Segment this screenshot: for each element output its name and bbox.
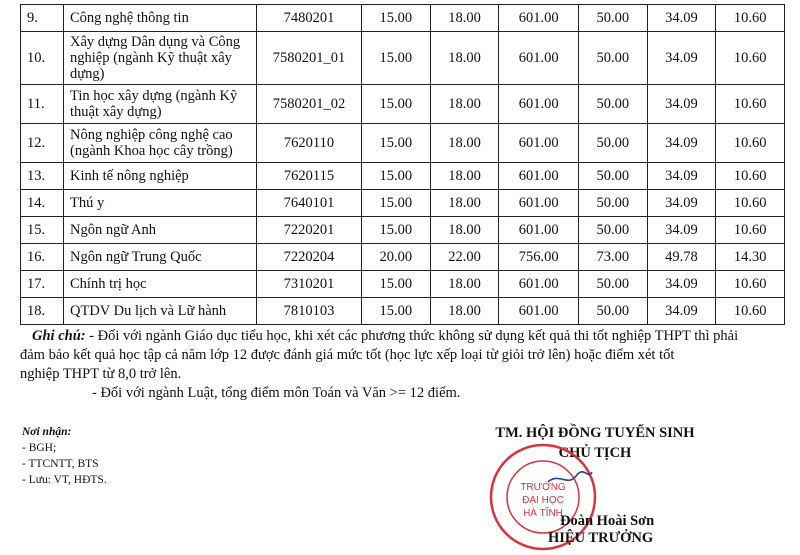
recipient-item: - TTCNTT, BTS [22, 458, 99, 470]
program-name-cell: Xây dựng Dân dụng và Công nghiệp (ngành Kỹ thuật xây dựng) [64, 32, 257, 85]
program-code-cell: 7810103 [257, 298, 362, 325]
score-cell: 50.00 [578, 217, 647, 244]
row-number-cell: 16. [21, 244, 64, 271]
program-code-cell: 7640101 [257, 190, 362, 217]
score-cell: 22.00 [430, 244, 499, 271]
score-cell: 50.00 [578, 5, 647, 32]
score-cell: 34.09 [647, 124, 716, 163]
score-cell: 15.00 [362, 32, 431, 85]
table-row [21, 163, 785, 190]
score-cell: 34.09 [647, 271, 716, 298]
notes-section [20, 327, 780, 403]
program-code-cell: 7310201 [257, 271, 362, 298]
score-cell: 18.00 [430, 32, 499, 85]
signer-name: Đoàn Hoài Sơn [560, 513, 655, 529]
score-cell: 50.00 [578, 190, 647, 217]
score-cell: 15.00 [362, 217, 431, 244]
score-cell: 18.00 [430, 5, 499, 32]
score-cell: 15.00 [362, 271, 431, 298]
score-cell: 601.00 [499, 217, 579, 244]
score-cell: 601.00 [499, 124, 579, 163]
score-cell: 10.60 [716, 217, 785, 244]
score-cell: 601.00 [499, 85, 579, 124]
recipients-title: Nơi nhận: [22, 426, 72, 438]
table-row [21, 124, 785, 163]
row-number-cell: 17. [21, 271, 64, 298]
score-cell: 15.00 [362, 298, 431, 325]
score-cell: 34.09 [647, 217, 716, 244]
table-row [21, 5, 785, 32]
row-number-cell: 14. [21, 190, 64, 217]
score-cell: 15.00 [362, 85, 431, 124]
program-name-cell: QTDV Du lịch và Lữ hành [64, 298, 257, 325]
score-cell: 601.00 [499, 163, 579, 190]
row-number-cell: 9. [21, 5, 64, 32]
recipients-block [22, 424, 107, 488]
program-name-cell: Kinh tế nông nghiệp [64, 163, 257, 190]
program-code-cell: 7220201 [257, 217, 362, 244]
table-row [21, 190, 785, 217]
score-cell: 601.00 [499, 190, 579, 217]
note-2: - Đối với ngành Luật, tổng điểm môn Toán và Văn >= 12 điểm. [92, 385, 461, 401]
program-code-cell: 7620115 [257, 163, 362, 190]
score-cell: 15.00 [362, 163, 431, 190]
table-row [21, 298, 785, 325]
row-number-cell: 13. [21, 163, 64, 190]
table-row [21, 217, 785, 244]
stamp-text-line-1: TRƯỜNG [520, 482, 566, 493]
score-cell: 601.00 [499, 298, 579, 325]
score-cell: 18.00 [430, 190, 499, 217]
score-cell: 10.60 [716, 190, 785, 217]
score-cell: 601.00 [499, 32, 579, 85]
program-name-cell: Công nghệ thông tin [64, 5, 257, 32]
note-1-continuation-2: nghiệp THPT từ 8,0 trở lên. [20, 366, 182, 382]
score-cell: 34.09 [647, 32, 716, 85]
signer-position: HIỆU TRƯỞNG [548, 530, 654, 546]
score-cell: 50.00 [578, 32, 647, 85]
program-name-cell: Ngôn ngữ Trung Quốc [64, 244, 257, 271]
score-cell: 756.00 [499, 244, 579, 271]
table-row [21, 32, 785, 85]
council-title: TM. HỘI ĐỒNG TUYỂN SINH [495, 425, 695, 441]
program-name-cell: Tin học xây dựng (ngành Kỹ thuật xây dựng) [64, 85, 257, 124]
stamp-text-line-3: HÀ TĨNH [523, 508, 563, 519]
program-name-cell: Ngôn ngữ Anh [64, 217, 257, 244]
score-cell: 601.00 [499, 5, 579, 32]
notes-label: Ghi chú: [32, 328, 86, 344]
score-cell: 15.00 [362, 124, 431, 163]
table-row [21, 244, 785, 271]
score-cell: 73.00 [578, 244, 647, 271]
score-cell: 10.60 [716, 32, 785, 85]
note-1-continuation-1: đảm bảo kết quả học tập cả năm lớp 12 được đánh giá mức tốt (học lực xếp loại từ giỏi trở lên) hoặc điểm xét tốt [20, 347, 675, 363]
program-name-cell: Nông nghiệp công nghệ cao (ngành Khoa học cây trồng) [64, 124, 257, 163]
score-cell: 15.00 [362, 190, 431, 217]
score-cell: 34.09 [647, 5, 716, 32]
table-row [21, 271, 785, 298]
score-cell: 34.09 [647, 85, 716, 124]
score-cell: 14.30 [716, 244, 785, 271]
score-cell: 18.00 [430, 85, 499, 124]
score-cell: 18.00 [430, 298, 499, 325]
admission-score-table [20, 4, 785, 325]
program-name-cell: Chính trị học [64, 271, 257, 298]
score-cell: 20.00 [362, 244, 431, 271]
row-number-cell: 15. [21, 217, 64, 244]
score-cell: 18.00 [430, 271, 499, 298]
program-code-cell: 7220204 [257, 244, 362, 271]
score-cell: 50.00 [578, 163, 647, 190]
program-code-cell: 7480201 [257, 5, 362, 32]
score-cell: 601.00 [499, 271, 579, 298]
score-cell: 50.00 [578, 298, 647, 325]
score-cell: 50.00 [578, 124, 647, 163]
row-number-cell: 11. [21, 85, 64, 124]
score-cell: 10.60 [716, 163, 785, 190]
program-code-cell: 7580201_02 [257, 85, 362, 124]
row-number-cell: 12. [21, 124, 64, 163]
score-cell: 10.60 [716, 5, 785, 32]
score-cell: 18.00 [430, 124, 499, 163]
row-number-cell: 10. [21, 32, 64, 85]
score-cell: 34.09 [647, 190, 716, 217]
program-code-cell: 7620110 [257, 124, 362, 163]
score-cell: 10.60 [716, 124, 785, 163]
recipient-item: - Lưu: VT, HĐTS. [22, 474, 107, 486]
score-cell: 10.60 [716, 85, 785, 124]
chairman-title: CHỦ TỊCH [558, 445, 632, 461]
score-cell: 18.00 [430, 163, 499, 190]
score-cell: 34.09 [647, 298, 716, 325]
stamp-text-line-2: ĐẠI HỌC [522, 495, 564, 506]
score-cell: 10.60 [716, 298, 785, 325]
program-code-cell: 7580201_01 [257, 32, 362, 85]
program-name-cell: Thú y [64, 190, 257, 217]
table-row [21, 85, 785, 124]
score-cell: 18.00 [430, 217, 499, 244]
score-cell: 50.00 [578, 85, 647, 124]
row-number-cell: 18. [21, 298, 64, 325]
score-cell: 34.09 [647, 163, 716, 190]
score-cell: 49.78 [647, 244, 716, 271]
note-1-start: - Đối với ngành Giáo dục tiểu học, khi xét các phương thức không sử dụng kết quả thi tốt nghiệp THPT thì phải [89, 328, 739, 344]
score-cell: 50.00 [578, 271, 647, 298]
recipient-item: - BGH; [22, 442, 57, 454]
score-cell: 15.00 [362, 5, 431, 32]
score-cell: 10.60 [716, 271, 785, 298]
